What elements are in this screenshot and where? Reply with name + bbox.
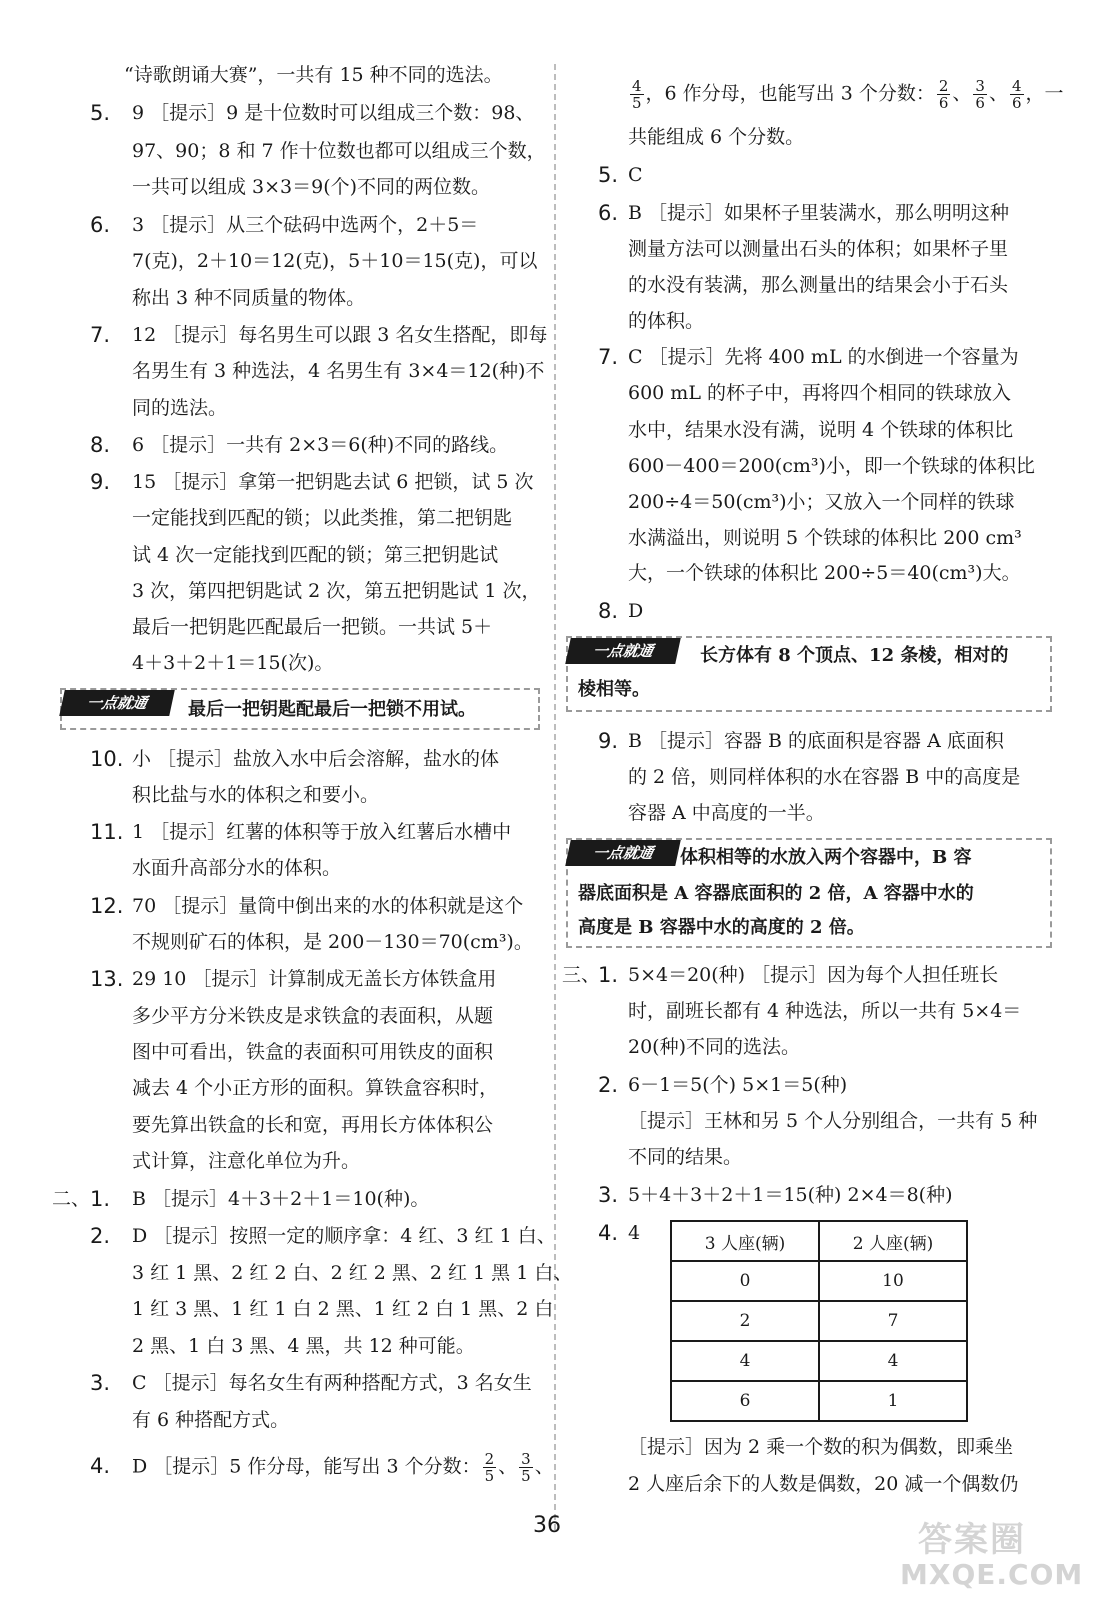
text-line: 不同的结果。 xyxy=(628,1146,743,1168)
text-line: 一定能找到匹配的锁；以此类推，第二把钥匙 xyxy=(132,507,513,529)
text-line: 要先算出铁盒的长和宽，再用长方体体积公 xyxy=(132,1114,494,1136)
text-line: 9 ［提示］9 是十位数时可以组成三个数：98、 xyxy=(132,102,535,124)
item-number: 4. xyxy=(90,1454,111,1478)
separator: 、 xyxy=(498,1455,518,1478)
separator: 、 xyxy=(988,82,1008,105)
item-number: 1. xyxy=(598,963,619,987)
text-line: 减去 4 个小正方形的面积。算铁盒容积时， xyxy=(132,1077,499,1099)
tip-text: 高度是 B 容器中水的高度的 2 倍。 xyxy=(578,917,865,938)
item-number: 9. xyxy=(598,729,619,753)
text-span: D ［提示］5 作分母，能写出 3 个分数： xyxy=(132,1455,481,1478)
denominator: 6 xyxy=(1011,94,1022,112)
seat-table xyxy=(670,1220,968,1422)
text-line: 图中可看出，铁盒的表面积可用铁皮的面积 xyxy=(132,1041,494,1063)
text-line: 3 次，第四把钥匙试 2 次，第五把钥匙试 1 次， xyxy=(132,580,541,602)
item-number: 11. xyxy=(90,820,124,844)
numerator: 2 xyxy=(484,1450,495,1468)
tip-badge: 一点就通 xyxy=(59,690,175,716)
text-line: 600－400＝200(cm³)小，即一个铁球的体积比 xyxy=(628,455,1035,477)
watermark-logo xyxy=(900,1512,1084,1592)
table-row xyxy=(671,1341,967,1381)
text-line: 小 ［提示］盐放入水中后会溶解，盐水的体 xyxy=(132,748,500,770)
item-number: 7. xyxy=(90,323,111,347)
text-line: 1 ［提示］红薯的体积等于放入红薯后水槽中 xyxy=(132,821,512,843)
text-line: 水面升高部分水的体积。 xyxy=(132,857,342,879)
text-line: “诗歌朗诵大赛”，一共有 15 种不同的选法。 xyxy=(124,64,503,86)
item-number: 5. xyxy=(598,163,619,187)
text-line: C ［提示］每名女生有两种搭配方式，3 名女生 xyxy=(132,1372,532,1394)
text-line: 600 mL 的杯子中，再将四个相同的铁球放入 xyxy=(628,382,1011,404)
text-line: 时，副班长都有 4 种选法，所以一共有 5×4＝ xyxy=(628,1000,1022,1022)
item-number: 3. xyxy=(598,1183,619,1207)
text-line: 多少平方分米铁皮是求铁盒的表面积，从题 xyxy=(132,1005,494,1027)
separator: 、 xyxy=(534,1455,554,1478)
denominator: 5 xyxy=(521,1467,531,1485)
tip-text: 最后一把钥匙配最后一把锁不用试。 xyxy=(188,699,476,720)
tip-text: 体积相等的水放入两个容器中，B 容 xyxy=(680,847,972,868)
text-line xyxy=(628,78,1064,118)
denominator: 5 xyxy=(484,1467,495,1485)
table-header: 3 人座(辆) xyxy=(671,1221,819,1261)
text-line: 12 ［提示］每名男生可以跟 3 名女生搭配，即每 xyxy=(132,324,548,346)
page-number: 36 xyxy=(533,1513,561,1538)
denominator: 5 xyxy=(632,94,642,112)
item-number: 8. xyxy=(598,599,619,623)
table-cell: 7 xyxy=(819,1301,967,1341)
text-line: D xyxy=(628,600,644,622)
text-line: 的水没有装满，那么测量出的结果会小于石头 xyxy=(628,274,1009,296)
text-line: 式计算，注意化单位为升。 xyxy=(132,1150,361,1172)
text-line: 70 ［提示］量筒中倒出来的水的体积就是这个 xyxy=(132,895,524,917)
table-row xyxy=(671,1261,967,1301)
text-line: 5＋4＋3＋2＋1＝15(种) 2×4＝8(种) xyxy=(628,1184,953,1206)
text-line: 2 人座后余下的人数是偶数，20 减一个偶数仍 xyxy=(628,1473,1019,1495)
fraction xyxy=(519,1451,533,1484)
item-number: 8. xyxy=(90,433,111,457)
table-cell: 0 xyxy=(671,1261,819,1301)
text-line: 4＋3＋2＋1＝15(次)。 xyxy=(132,652,334,674)
section-marker-2: 二、 xyxy=(52,1188,91,1210)
text-line: 试 4 次一定能找到匹配的锁；第三把钥匙试 xyxy=(132,544,499,566)
table-row xyxy=(671,1381,967,1421)
numerator: 2 xyxy=(938,77,949,95)
fraction xyxy=(1010,78,1024,111)
text-line: 称出 3 种不同质量的物体。 xyxy=(132,287,366,309)
text-line: C ［提示］先将 400 mL 的水倒进一个容量为 xyxy=(628,346,1019,368)
item-number: 7. xyxy=(598,345,619,369)
text-line: B ［提示］如果杯子里装满水，那么明明这种 xyxy=(628,202,1010,224)
tip-box xyxy=(566,838,1052,948)
text-line: B ［提示］4＋3＋2＋1＝10(种)。 xyxy=(132,1188,430,1210)
item-number: 12. xyxy=(90,894,124,918)
item-number: 1. xyxy=(90,1187,111,1211)
numerator: 4 xyxy=(632,77,642,95)
text-line: 水满溢出，则说明 5 个铁球的体积比 200 cm³ xyxy=(628,527,1022,549)
item-number: 9. xyxy=(90,470,111,494)
text-line: 6 ［提示］一共有 2×3＝6(种)不同的路线。 xyxy=(132,434,509,456)
text-line: 4 xyxy=(628,1222,641,1244)
text-line: 的体积。 xyxy=(628,310,705,332)
text-line: ［提示］王林和另 5 个人分别组合，一共有 5 种 xyxy=(628,1110,1038,1132)
watermark-url: MXQE.COM xyxy=(900,1558,1084,1591)
text-span: ，6 作分母，也能写出 3 个分数： xyxy=(645,82,935,105)
table-cell: 10 xyxy=(819,1261,967,1301)
text-line: 有 6 种搭配方式。 xyxy=(132,1409,290,1431)
item-number: 3. xyxy=(90,1371,111,1395)
tip-box xyxy=(60,688,540,730)
text-line: 同的选法。 xyxy=(132,397,228,419)
text-line: 15 ［提示］拿第一把钥匙去试 6 把锁，试 5 次 xyxy=(132,471,534,493)
text-line: 测量方法可以测量出石头的体积；如果杯子里 xyxy=(628,238,1009,260)
text-line: 积比盐与水的体积之和要小。 xyxy=(132,784,380,806)
text-line: 不规则矿石的体积，是 200－130＝70(cm³)。 xyxy=(132,931,533,953)
table-cell: 4 xyxy=(671,1341,819,1381)
table-header-row xyxy=(671,1221,967,1261)
text-line: 大，一个铁球的体积比 200÷5＝40(cm³)大。 xyxy=(628,562,1021,584)
table-cell: 2 xyxy=(671,1301,819,1341)
text-line: 5×4＝20(种) ［提示］因为每个人担任班长 xyxy=(628,964,999,986)
item-number: 6. xyxy=(598,201,619,225)
text-line: 的 2 倍，则同样体积的水在容器 B 中的高度是 xyxy=(628,766,1021,788)
section-marker-3: 三、 xyxy=(562,964,601,986)
text-line: 3 红 1 黑、2 红 2 白、2 红 2 黑、2 红 1 黑 1 白、 xyxy=(132,1262,573,1284)
numerator: 3 xyxy=(975,77,985,95)
tip-text: 棱相等。 xyxy=(578,679,650,700)
tip-box xyxy=(566,636,1052,712)
watermark-text: 答案圈 xyxy=(918,1520,1026,1560)
text-line: 最后一把钥匙匹配最后一把锁。一共试 5＋ xyxy=(132,616,493,638)
text-line: 名男生有 3 种选法，4 名男生有 3×4＝12(种)不 xyxy=(132,360,545,382)
text-line: 29 10 ［提示］计算制成无盖长方体铁盒用 xyxy=(132,968,497,990)
item-number: 4. xyxy=(598,1221,619,1245)
separator: 、 xyxy=(952,82,972,105)
fraction xyxy=(937,78,951,111)
text-line: 2 黑、1 白 3 黑、4 黑，共 12 种可能。 xyxy=(132,1335,475,1357)
table-row xyxy=(671,1301,967,1341)
text-line: 1 红 3 黑、1 红 1 白 2 黑、1 红 2 白 1 黑、2 白 xyxy=(132,1298,554,1320)
text-line: 共能组成 6 个分数。 xyxy=(628,126,805,148)
text-line: 3 ［提示］从三个砝码中选两个，2＋5＝ xyxy=(132,214,479,236)
text-line: 200÷4＝50(cm³)小；又放入一个同样的铁球 xyxy=(628,491,1015,513)
fraction xyxy=(973,78,987,111)
text-line: 水中，结果水没有满，说明 4 个铁球的体积比 xyxy=(628,419,1014,441)
text-line xyxy=(132,1451,554,1491)
numerator: 4 xyxy=(1011,77,1022,95)
text-line: 7(克)，2＋10＝12(克)，5＋10＝15(克)，可以 xyxy=(132,250,538,272)
text-line: 97、90；8 和 7 作十位数也都可以组成三个数， xyxy=(132,140,546,162)
column-divider xyxy=(554,64,556,1530)
text-span: ，一 xyxy=(1025,82,1064,105)
fraction xyxy=(630,78,644,111)
tip-badge: 一点就通 xyxy=(565,840,681,866)
table-cell: 1 xyxy=(819,1381,967,1421)
text-line: D ［提示］按照一定的顺序拿：4 红、3 红 1 白、 xyxy=(132,1225,556,1247)
tip-text: 长方体有 8 个顶点、12 条棱，相对的 xyxy=(700,645,1009,666)
text-line: 6－1＝5(个) 5×1＝5(种) xyxy=(628,1074,848,1096)
item-number: 2. xyxy=(598,1073,619,1097)
item-number: 13. xyxy=(90,967,124,991)
item-number: 5. xyxy=(90,101,111,125)
denominator: 6 xyxy=(938,94,949,112)
fraction xyxy=(483,1451,497,1484)
item-number: 10. xyxy=(90,747,124,771)
item-number: 6. xyxy=(90,213,111,237)
text-line: 容器 A 中高度的一半。 xyxy=(628,802,825,824)
table-cell: 4 xyxy=(819,1341,967,1381)
text-line: 20(种)不同的选法。 xyxy=(628,1036,801,1058)
text-line: ［提示］因为 2 乘一个数的积为偶数，即乘坐 xyxy=(628,1436,1014,1458)
text-line: B ［提示］容器 B 的底面积是容器 A 底面积 xyxy=(628,730,1004,752)
text-line: C xyxy=(628,164,643,186)
numerator: 3 xyxy=(521,1450,531,1468)
text-line: 一共可以组成 3×3＝9(个)不同的两位数。 xyxy=(132,176,491,198)
table-header: 2 人座(辆) xyxy=(819,1221,967,1261)
denominator: 6 xyxy=(975,94,985,112)
tip-text: 器底面积是 A 容器底面积的 2 倍，A 容器中水的 xyxy=(578,883,974,904)
tip-badge: 一点就通 xyxy=(565,638,681,664)
table-cell: 6 xyxy=(671,1381,819,1421)
item-number: 2. xyxy=(90,1224,111,1248)
